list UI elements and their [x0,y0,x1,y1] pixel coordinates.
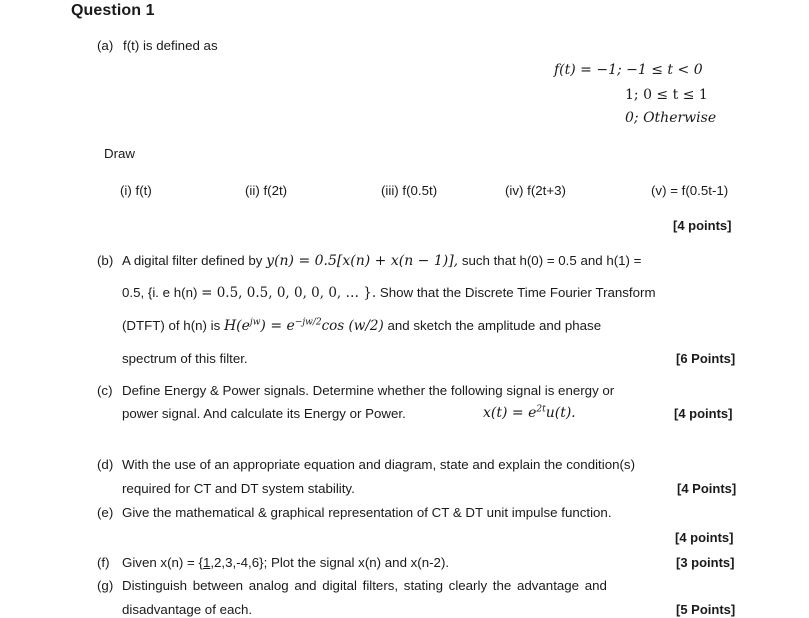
dtft-cos: cos (w/2) [321,318,384,334]
part-g-label: (g) [97,578,114,593]
part-b-line1 [122,253,641,269]
filter-equation: y(n) = 0.5[x(n) + x(n − 1)], [266,253,459,269]
part-b-line4: spectrum of this filter. [122,351,248,366]
draw-item-ii: (ii) f(2t) [245,183,288,198]
part-a-label: (a) [97,38,114,53]
impulse-response-seq: = 0.5, 0.5, 0, 0, 0, 0, … }. [201,285,377,301]
dtft-exp: −jw/2 [294,317,322,328]
part-d-points: [4 Points] [677,481,737,496]
part-d-line1: With the use of an appropriate equation and diagram, state and explain the condition(s) [122,457,635,472]
part-a-points: [4 points] [673,218,732,233]
part-g-line2: disadvantage of each. [122,602,253,617]
signal-eq-exp: 2t [536,404,546,415]
part-b-line2-pre: 0.5, {i. e h(n) [122,285,198,300]
part-c-label: (c) [97,383,113,398]
part-e-label: (e) [97,505,114,520]
dtft-lhs [224,318,384,334]
signal-eq-pre: x(t) = e [483,405,537,421]
part-f-points: [3 points] [676,555,735,570]
question-title: Question 1 [71,2,155,19]
part-b-line2 [122,285,656,301]
part-e-points: [4 points] [675,530,734,545]
part-c-points: [4 points] [674,406,733,421]
piecewise-row-2: 1; 0 ≤ t ≤ 1 [625,87,708,103]
part-c-line2: power signal. And calculate its Energy or Power. [122,406,406,421]
signal-equation [483,405,576,421]
part-b-label: (b) [97,253,114,268]
part-b-line3-post: and sketch the amplitude and phase [387,318,602,333]
draw-item-i: (i) f(t) [120,183,152,198]
draw-label: Draw [104,146,136,161]
part-b-line1-post: such that h(0) = 0.5 and h(1) = [461,253,642,268]
piecewise-row-1: f(t) = −1; −1 ≤ t < 0 [554,62,703,78]
part-f-origin-marker: 1 [202,555,211,570]
part-b-line2-post: Show that the Discrete Time Fourier Transform [379,285,656,300]
draw-item-v: (v) = f(0.5t-1) [651,183,729,198]
part-b-line3 [122,318,601,334]
part-d-line2: required for CT and DT system stability. [122,481,355,496]
dtft-jw-exp: jw [249,317,261,328]
part-f-label: (f) [97,555,110,570]
part-a-text: f(t) is defined as [123,38,218,53]
part-f-post: ,2,3,-4,6}; Plot the signal x(n) and x(n-2). [210,555,450,570]
part-b-points: [6 Points] [676,351,736,366]
part-g-line1: Distinguish between analog and digital filters, stating clearly the advantage and [122,578,607,593]
draw-item-iii: (iii) f(0.5t) [381,183,438,198]
piecewise-row-3: 0; Otherwise [625,110,717,126]
part-b-line1-pre: A digital filter defined by [122,253,263,268]
signal-eq-post: u(t). [545,405,576,421]
draw-item-iv: (iv) f(2t+3) [505,183,566,198]
part-e-line1: Give the mathematical & graphical representation of CT & DT unit impulse function. [122,505,612,520]
part-b-line3-pre: (DTFT) of h(n) is [122,318,221,333]
part-f-pre: Given x(n) = { [122,555,203,570]
part-c-line1: Define Energy & Power signals. Determine whether the following signal is energy or [122,383,615,398]
part-d-label: (d) [97,457,114,472]
part-f-line [122,555,449,570]
dtft-H: H(e [223,318,250,334]
part-g-points: [5 Points] [676,602,736,617]
dtft-eq-mid: ) = e [260,318,295,334]
